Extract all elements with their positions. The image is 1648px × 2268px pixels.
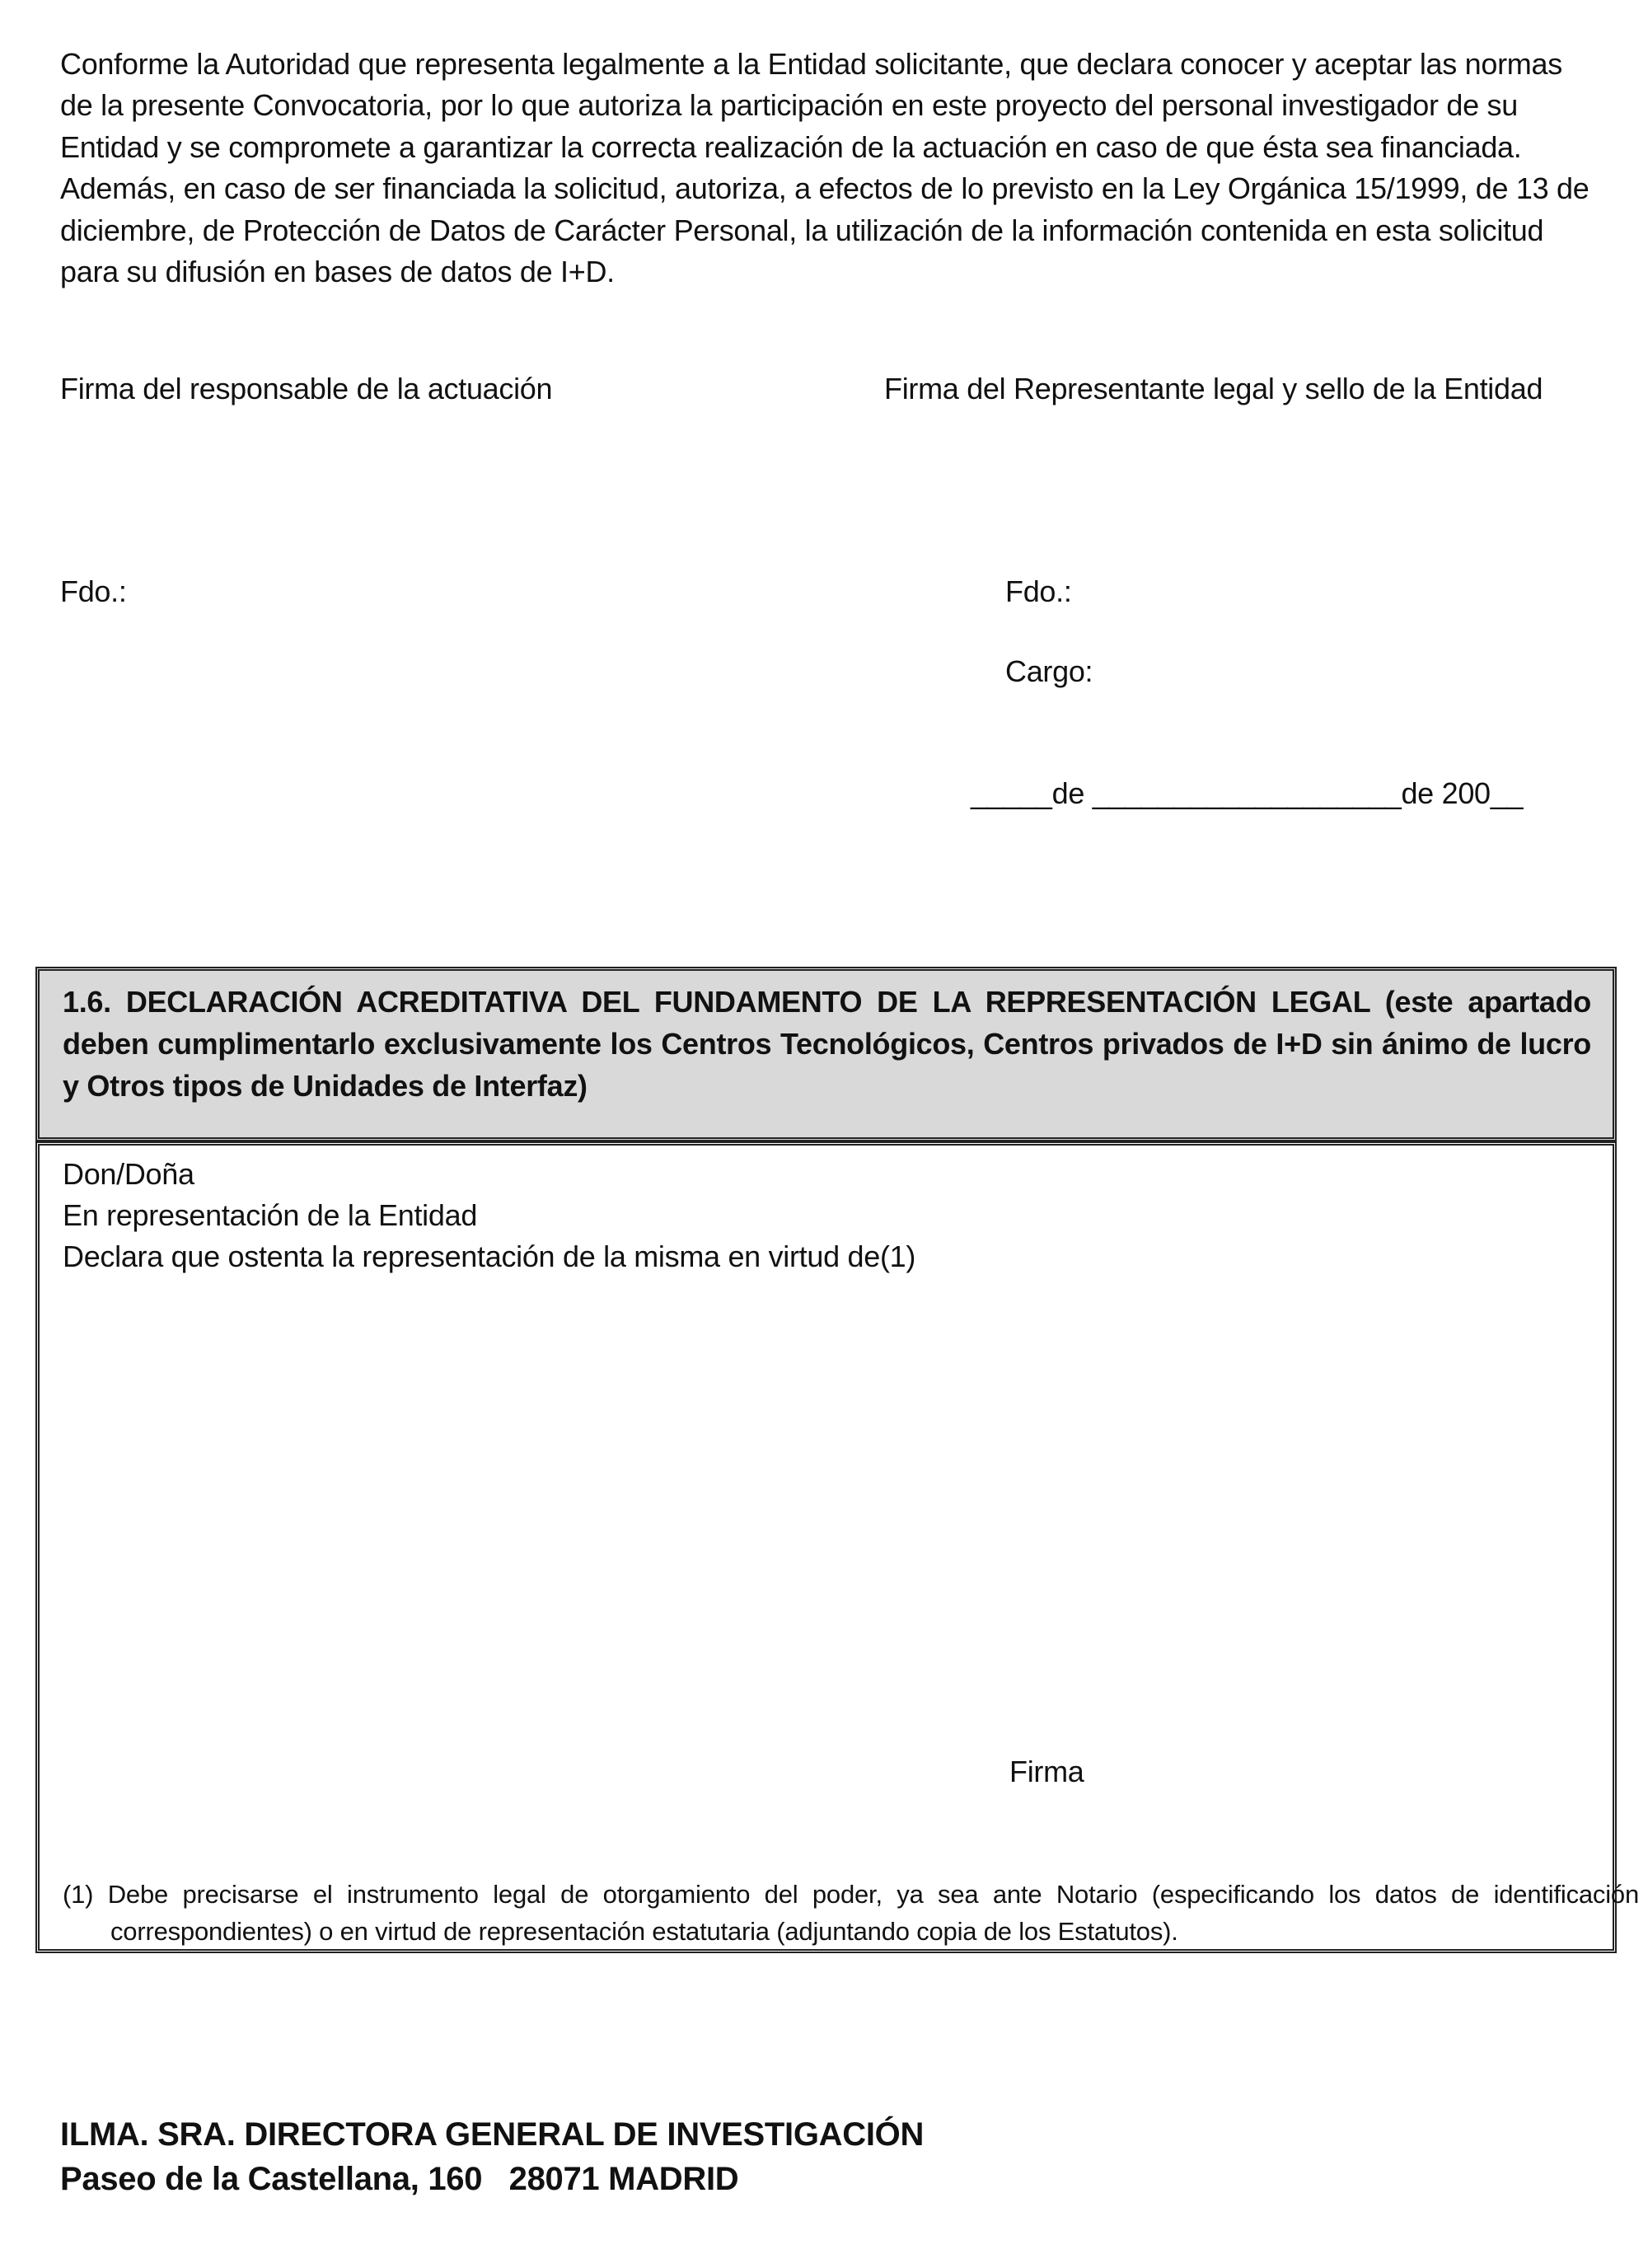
- signature-legal-representative-label: Firma del Representante legal y sello de la Entidad: [884, 372, 1543, 405]
- don-dona-field-label: Don/Doña: [63, 1157, 194, 1191]
- signature-responsible-label: Firma del responsable de la actuación: [60, 372, 553, 405]
- footnote: (1) Debe precisarse el instrumento legal de otorgamiento del poder, ya sea ante Notario (especificando los datos de identificación correspondientes) o en virtud de representación estatutaria (adjuntando copia de los Estatutos).: [63, 1880, 1639, 1946]
- addressee-block: [60, 2112, 924, 2201]
- entity-representation-label: En representación de la Entidad: [63, 1198, 478, 1232]
- signed-by-left-label: Fdo.:: [60, 574, 127, 608]
- representation-basis-label: Declara que ostenta la representación de la misma en virtud de(1): [63, 1239, 916, 1273]
- intro-paragraph: Conforme la Autoridad que representa legalmente a la Entidad solicitante, que declara conocer y aceptar las normas de la presente Convocatoria, por lo que autoriza la participación en este proyecto del personal investigador de su Entidad y se compromete a garantizar la correcta realización de la actuación en caso de que ésta sea financiada. Además, en caso de ser financiada la solicitud, autoriza, a efectos de lo previsto en la Ley Orgánica 15/1999, de 13 de diciembre, de Protección de Datos de Carácter Personal, la utilización de la información contenida en esta solicitud para su difusión en bases de datos de I+D.: [60, 47, 1589, 288]
- date-line: _____de ___________________de 200__: [971, 776, 1524, 810]
- addressee-address: Paseo de la Castellana, 160 28071 MADRID: [60, 2161, 739, 2197]
- addressee-title: ILMA. SRA. DIRECTORA GENERAL DE INVESTIGACIÓN: [60, 2116, 925, 2153]
- declaration-header-title: 1.6. DECLARACIÓN ACREDITATIVA DEL FUNDAMENTO DE LA REPRESENTACIÓN LEGAL (este apartado deben cumplimentarlo exclusivamente los Centros Tecnológicos, Centros privados de I+D sin ánimo de lucro y Otros tipos de Unidades de Interfaz): [63, 985, 1591, 1104]
- declaration-body-box: [35, 1141, 1639, 1953]
- signed-by-right-label: Fdo.:: [1005, 574, 1072, 608]
- declaration-signature-label: Firma: [1009, 1755, 1084, 1788]
- declaration-header-box: [35, 967, 1617, 1141]
- position-label: Cargo:: [1005, 654, 1093, 688]
